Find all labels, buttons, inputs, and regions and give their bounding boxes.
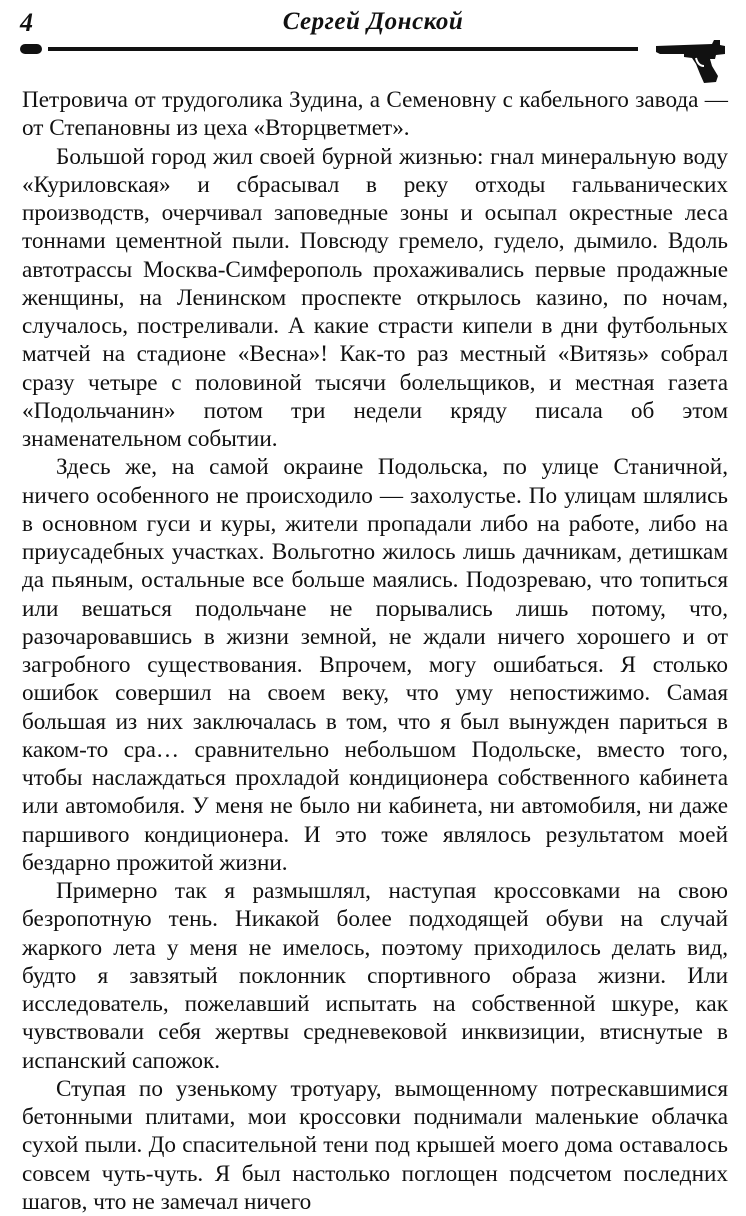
- page-number: 4: [20, 8, 33, 37]
- paragraph: Петровича от трудоголика Зудина, а Семеновну с кабельного завода — от Степановны из цеха «Вторцветмет».: [22, 87, 728, 142]
- header-rule-dot: [20, 44, 42, 54]
- page-header: [0, 0, 746, 92]
- paragraph: Здесь же, на самой окраине Подольска, по улице Станичной, ничего особенного не происходило — захолустье. По улицам шлялись в основном гуси и куры, жители пропадали либо на работе, либо на приусадебных участках. Вольготно жилось лишь дачникам, детишкам да пьяным, остальные все больше маялись. Подозреваю, что топиться или вешаться подольчане не порывались лишь потому, что, разочаровавшись в жизни земной, не ждали ничего хорошего и от загробного существования. Впрочем, могу ошибаться. Я столько ошибок совершил на своем веку, что уму непостижимо. Самая большая из них заключалась в том, что я был вынужден париться в каком-то сра… сравнительно небольшом Подольске, вместо того, чтобы наслаждаться прохладой кондиционера собственного кабинета или автомобиля. У меня не было ни кабинета, ни автомобиля, ни даже паршивого кондиционера. И это тоже являлось результатом моей бездарно прожитой жизни.: [22, 454, 728, 876]
- paragraph: Большой город жил своей бурной жизнью: гнал минеральную воду «Куриловская» и сбрасывал в реку отходы гальванических производств, очерчивал заповедные зоны и осыпал окрестные леса тоннами цементной пыли. Повсюду гремело, гудело, дымило. Вдоль автотрассы Москва-Симферополь прохаживались первые продажные женщины, на Ленинском проспекте открылось казино, по ночам, случалось, постреливали. А какие страсти кипели в дни футбольных матчей на стадионе «Весна»! Как-то раз местный «Витязь» собрал сразу четыре с половиной тысячи болельщиков, и местная газета «Подольчанин» потом три недели кряду писала об этом знаменательном событии.: [22, 143, 728, 452]
- running-title: Сергей Донской: [282, 8, 464, 35]
- paragraph: Примерно так я размышлял, наступая кроссовками на свою безропотную тень. Никакой более подходящей обуви на случай жаркого лета у меня не имелось, поэтому приходилось делать вид, будто я завзятый поклонник спортивного образа жизни. Или исследователь, пожелавший испытать на собственной шкуре, как чувствовали себя жертвы средневековой инквизиции, втиснутые в испанский сапожок.: [22, 878, 728, 1074]
- paragraph: Ступая по узенькому тротуару, вымощенному потрескавшимися бетонными плитами, мои кроссовки поднимали маленькие облачка сухой пыли. До спасительной тени под крышей моего дома оставалось совсем чуть-чуть. Я был настолько поглощен подсчетом последних шагов, что не замечал ничего: [22, 1075, 728, 1215]
- header-rule: [48, 47, 638, 51]
- body-text: [22, 86, 728, 1216]
- pistol-icon: [654, 36, 728, 86]
